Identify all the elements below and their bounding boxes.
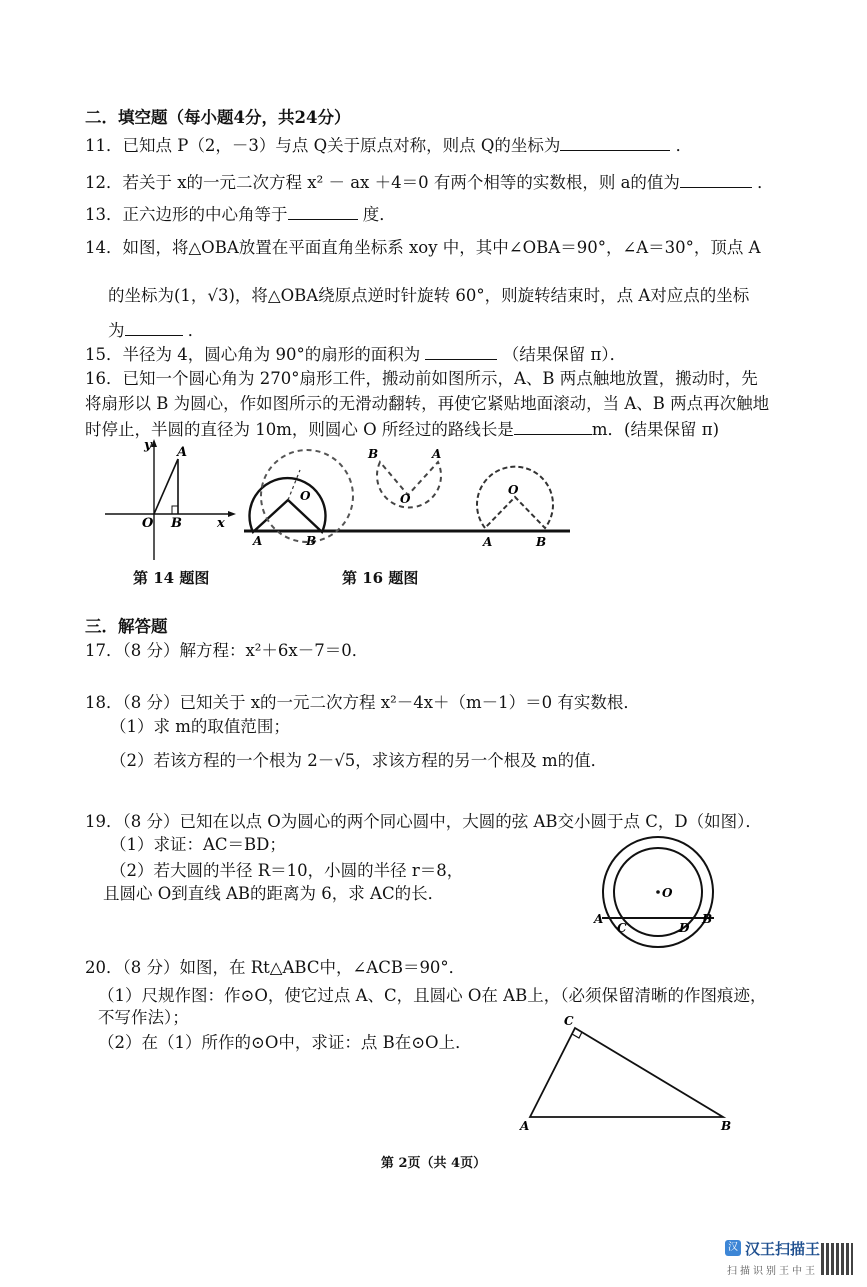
question-13	[85, 203, 396, 226]
label-a: A	[520, 1119, 530, 1133]
question-14-line-3	[108, 319, 204, 342]
y-axis-arrow	[151, 439, 157, 447]
section-3-title: 三．解答题	[85, 617, 168, 636]
label-a-1: A	[253, 534, 263, 548]
section-2-title: 二．填空题（每小题4分，共24分）	[85, 108, 351, 127]
scanner-logo-icon: 汉	[725, 1240, 741, 1256]
question-18-part-2: （2）若该方程的一个根为 2－√5，求该方程的另一个根及 m的值．	[110, 751, 608, 770]
right-angle-mark	[172, 506, 178, 514]
label-c: C	[617, 921, 627, 935]
label-b: B	[702, 912, 713, 926]
figure-16	[240, 440, 575, 555]
label-a: A	[177, 445, 188, 460]
question-20-line-3: 不写作法）；	[98, 1008, 189, 1027]
question-19-part-1: （1）求证：AC＝BD；	[110, 835, 286, 854]
label-b: B	[721, 1119, 732, 1133]
question-15	[85, 343, 626, 366]
question-18-line-1: 18．（8 分）已知关于 x的一元二次方程 x²－4x＋（m－1）＝0 有实数根．	[85, 693, 640, 712]
label-b: B	[171, 516, 182, 531]
triangle-abc	[530, 1028, 723, 1117]
label-o-2: O	[400, 492, 411, 506]
question-12	[85, 171, 774, 194]
question-18-part-1: （1）求 m的取值范围；	[110, 717, 290, 736]
label-b-3: B	[536, 535, 547, 549]
figure-14	[100, 435, 240, 565]
rotation-radius	[288, 470, 300, 500]
question-17: 17．（8 分）解方程：x²＋6x－7＝0．	[85, 641, 369, 660]
question-20-line-1: 20．（8 分）如图，在 Rt△ABC中，∠ACB＝90°．	[85, 958, 466, 977]
question-16-line-1: 16．已知一个圆心角为 270°扇形工件，搬动前如图所示，A、B 两点触地放置，搬动时，先	[85, 369, 758, 388]
label-o-3: O	[508, 483, 519, 497]
q14-answer-blank[interactable]	[125, 319, 183, 336]
q13-text: 13．正六边形的中心角等于	[85, 205, 288, 224]
label-o-1: O	[300, 489, 311, 503]
question-20-part-1: （1）尺规作图：作⊙O，使它过点 A、C，且圆心 O在 AB上，（必须保留清晰的作图痕迹，	[98, 986, 767, 1005]
label-c: C	[564, 1014, 574, 1028]
question-16-line-2: 将扇形以 B 为圆心，作如图所示的无滑动翻转，再使它紧贴地面滚动，当 A、B 两点再次触地	[85, 394, 770, 413]
label-x: x	[217, 516, 225, 531]
label-o: O	[142, 516, 154, 531]
q14-prefix: 为	[108, 321, 125, 340]
page-footer: 第 2页（共 4页）	[380, 1156, 487, 1171]
q16-end: m．(结果保留 π)	[591, 420, 720, 439]
figure-16-caption: 第 16 题图	[342, 569, 419, 587]
question-19-part-2: （2）若大圆的半径 R＝10，小圆的半径 r＝8，	[110, 861, 464, 880]
x-axis-arrow	[228, 511, 236, 517]
q12-text: 12．若关于 x的一元二次方程 x² － ax ＋4＝0 有两个相等的实数根，则 a的值为	[85, 173, 680, 192]
question-19-line-4: 且圆心 O到直线 AB的距离为 6，求 AC的长．	[103, 884, 445, 903]
q15-text: 15．半径为 4，圆心角为 90°的扇形的面积为	[85, 345, 421, 364]
scanner-brand: 汉王扫描王	[745, 1240, 821, 1258]
q11-end: ．	[675, 136, 693, 155]
label-d: D	[679, 921, 690, 935]
figure-20	[508, 1010, 748, 1140]
q16-answer-blank[interactable]	[514, 418, 592, 435]
q11-answer-blank[interactable]	[560, 134, 670, 151]
label-y: y	[144, 438, 152, 453]
scanner-slogan: 扫描识别王中王	[727, 1266, 818, 1277]
question-19-line-1: 19．（8 分）已知在以点 O为圆心的两个同心圆中，大圆的弦 AB交小圆于点 C，D（如图）．	[85, 812, 762, 831]
question-11	[85, 134, 692, 157]
label-b-2: B	[368, 447, 379, 461]
q12-answer-blank[interactable]	[680, 171, 752, 188]
label-a-2: A	[432, 447, 442, 461]
q11-text: 11．已知点 P（2，－3）与点 Q关于原点对称，则点 Q的坐标为	[85, 136, 561, 155]
q13-end: 度．	[362, 205, 396, 224]
q12-end: ．	[757, 173, 774, 192]
figure-14-caption: 第 14 题图	[133, 569, 210, 587]
qr-code-icon	[821, 1243, 853, 1275]
question-14-line-1: 14．如图，将△OBA放置在平面直角坐标系 xoy 中，其中∠OBA＝90°，∠A＝30°，顶点 A	[85, 238, 761, 257]
label-o: O	[662, 886, 673, 900]
sector-final	[477, 467, 553, 528]
question-20-part-2: （2）在（1）所作的⊙O中，求证：点 B在⊙O上．	[98, 1033, 472, 1052]
q13-answer-blank[interactable]	[288, 203, 358, 220]
label-a-3: A	[483, 535, 493, 549]
question-14-line-2: 的坐标为(1，√3)，将△OBA绕原点逆时针旋转 60°，则旋转结束时，点 A对应点的坐标	[108, 286, 750, 305]
label-a: A	[594, 912, 604, 926]
label-b-1: B	[306, 534, 317, 548]
q15-end: （结果保留 π）．	[502, 345, 627, 364]
figure-19	[588, 835, 723, 955]
q16-text: 时停止，半圆的直径为 10m，则圆心 O 所经过的路线长是	[85, 420, 514, 439]
q15-answer-blank[interactable]	[425, 343, 497, 360]
center-dot	[656, 890, 660, 894]
q14-end: ．	[187, 321, 205, 340]
